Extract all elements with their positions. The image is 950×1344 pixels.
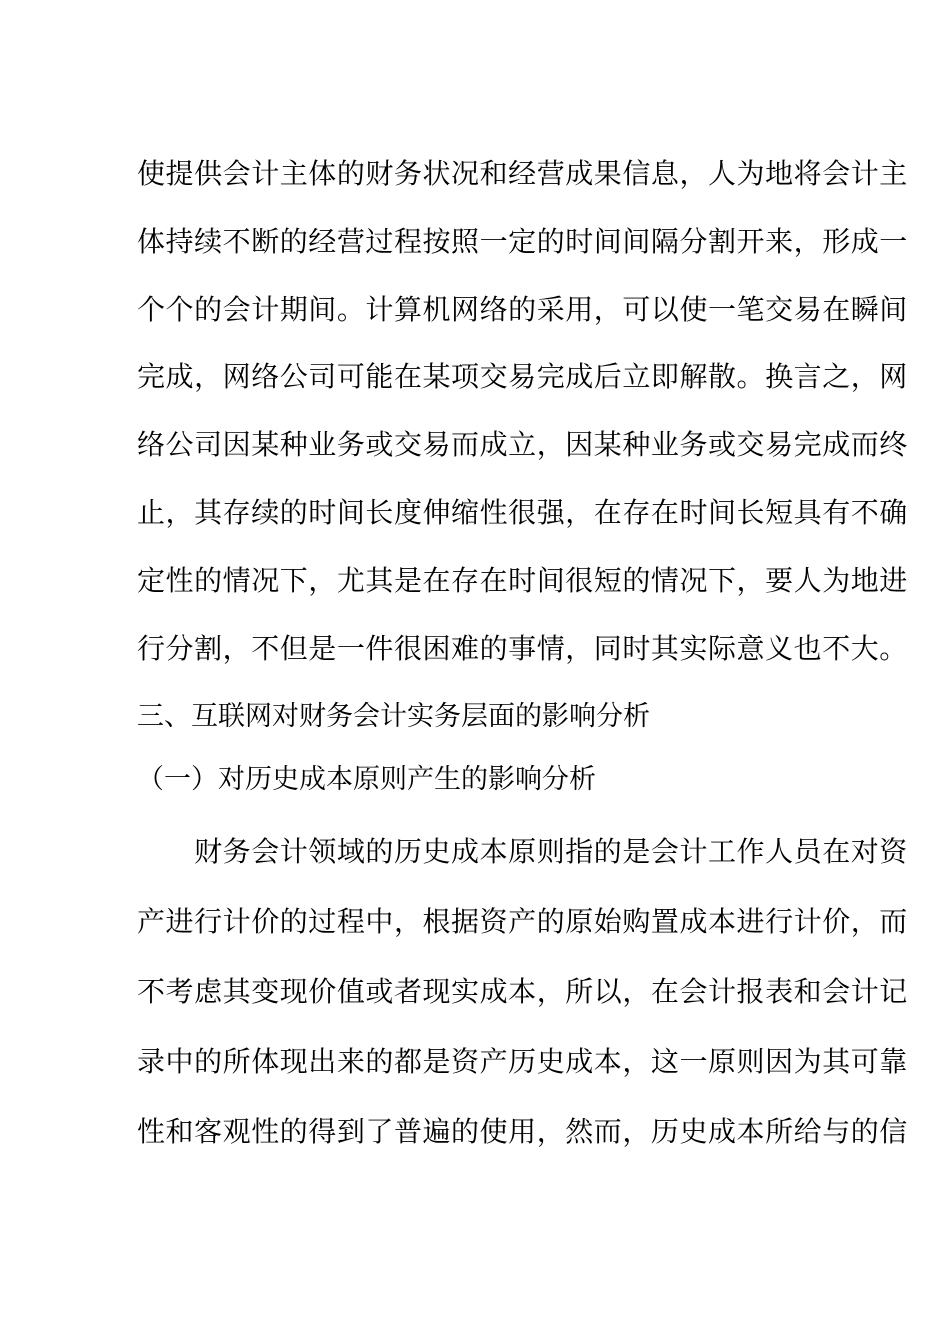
- paragraph-line: 不考虑其变现价值或者现实成本，所以，在会计报表和会计记: [137, 975, 908, 1008]
- subsection-heading: （一）对历史成本原则产生的影响分析: [137, 764, 596, 795]
- paragraph-line: 性和客观性的得到了普遍的使用，然而，历史成本所给与的信: [137, 1115, 908, 1148]
- paragraph-line: 财务会计领域的历史成本原则指的是会计工作人员在对资: [137, 835, 908, 868]
- paragraph-line: 止，其存续的时间长度伸缩性很强，在存在时间长短具有不确: [137, 496, 908, 529]
- section-heading: 三、互联网对财务会计实务层面的影响分析: [137, 701, 650, 732]
- paragraph-line: 定性的情况下，尤其是在存在时间很短的情况下，要人为地进: [137, 564, 908, 597]
- paragraph-line: 使提供会计主体的财务状况和经营成果信息，人为地将会计主: [137, 157, 908, 190]
- paragraph-line: 体持续不断的经营过程按照一定的时间间隔分割开来，形成一: [137, 225, 908, 258]
- paragraph-line: 完成，网络公司可能在某项交易完成后立即解散。换言之，网: [137, 360, 908, 393]
- paragraph-line: 录中的所体现出来的都是资产历史成本，这一原则因为其可靠: [137, 1045, 908, 1078]
- paragraph-line: 络公司因某种业务或交易而成立，因某种业务或交易完成而终: [137, 428, 908, 461]
- paragraph-line: 行分割，不但是一件很困难的事情，同时其实际意义也不大。: [137, 632, 908, 665]
- paragraph-line: 个个的会计期间。计算机网络的采用，可以使一笔交易在瞬间: [137, 293, 908, 326]
- paragraph-line: 产进行计价的过程中，根据资产的原始购置成本进行计价，而: [137, 905, 908, 938]
